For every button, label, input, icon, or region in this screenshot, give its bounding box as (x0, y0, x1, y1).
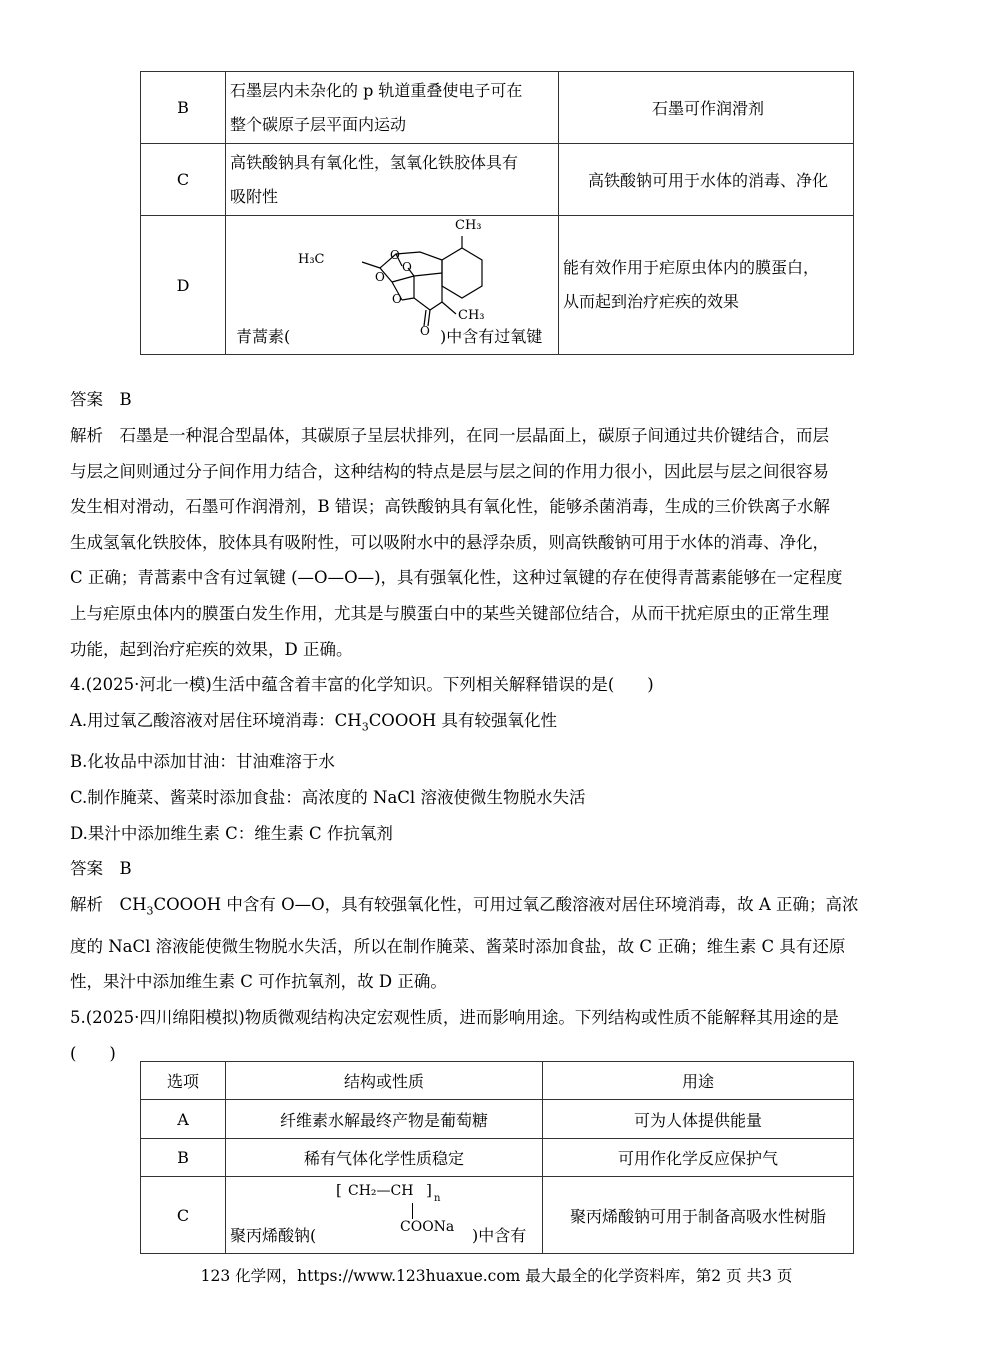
answer-1 (70, 382, 922, 418)
option-b: B.化妆品中添加甘油：甘油难溶于水 (70, 752, 335, 772)
text-line: 生成氢氧化铁胶体，胶体具有吸附性，可以吸附水中的悬浮杂质，则高铁酸钠可用于水体的消毒、净化， (70, 532, 829, 552)
use-cell: 石墨可作润滑剂 (559, 72, 854, 144)
structure-prefix: 聚丙烯酸钠( (230, 1226, 317, 1245)
polymer-repeat-unit: CH₂—CH (348, 1183, 414, 1199)
question-stem: ( ) (70, 1043, 116, 1063)
text-line: 高铁酸钠具有氧化性，氢氧化铁胶体具有 (230, 152, 519, 172)
answer-text: 答案 B (70, 859, 132, 879)
options-table-2 (140, 1061, 854, 1254)
option-cell: A (141, 1100, 226, 1139)
text-line: 从而起到治疗疟疾的效果 (563, 292, 740, 311)
text-fragment: 解析 CH (70, 894, 147, 914)
text-line: 能有效作用于疟原虫体内的膜蛋白， (563, 258, 820, 277)
table-row (141, 216, 854, 355)
text-line: 度的 NaCl 溶液能使微生物脱水失活，所以在制作腌菜、酱菜时添加食盐，故 C 正确；维生素 C 具有还原 (70, 936, 846, 956)
molecule-label: H₃C (298, 252, 325, 267)
text-fragment: COOOH 具有较强氧化性 (368, 710, 558, 730)
table-row (141, 144, 854, 216)
use-cell (559, 216, 854, 355)
polymer-bond (412, 1203, 413, 1219)
polymer-side-group: COONa (400, 1219, 455, 1235)
structure-suffix: )中含有过氧键 (440, 327, 543, 346)
option-a (70, 703, 922, 745)
use-cell: 可用作化学反应保护气 (543, 1139, 854, 1177)
text-line: 解析 石墨是一种混合型晶体，其碳原子呈层状排列，在同一层晶面上，碳原子间通过共价键结合，而层 (70, 426, 829, 445)
header-option: 选项 (141, 1062, 226, 1100)
answer-text: 答案 B (70, 390, 132, 409)
question-4 (70, 667, 922, 1071)
structure-cell (226, 144, 559, 216)
molecule-label: O (402, 260, 412, 274)
text-fragment: COOOH 中含有 O—O，具有较强氧化性，可用过氧乙酸溶液对居住环境消毒，故 A 正确；高浓 (153, 894, 859, 914)
molecule-label: O (420, 324, 430, 338)
structure-cell (226, 1177, 543, 1254)
text-line: 整个碳原子层平面内运动 (230, 114, 407, 134)
polymer-n: n (434, 1193, 441, 1204)
option-cell: D (141, 216, 226, 355)
use-cell: 高铁酸钠可用于水体的消毒、净化 (559, 144, 854, 216)
option-cell: C (141, 1177, 226, 1254)
structure-cell (226, 72, 559, 144)
options-table-1 (140, 71, 854, 355)
structure-cell (226, 216, 559, 355)
structure-cell: 纤维素水解最终产物是葡萄糖 (226, 1100, 543, 1139)
header-use: 用途 (543, 1062, 854, 1100)
molecule-label: CH₃ (458, 308, 485, 323)
option-cell: B (141, 1139, 226, 1177)
text-line: 石墨层内未杂化的 p 轨道重叠使电子可在 (230, 80, 523, 100)
structure-suffix: )中含有 (472, 1226, 527, 1245)
polymer-bracket-left: [ (336, 1181, 342, 1199)
text-fragment: A.用过氧乙酸溶液对居住环境消毒：CH (70, 710, 362, 730)
text-line: 功能，起到治疗疟疾的效果，D 正确。 (70, 639, 353, 659)
molecule-label: CH₃ (455, 218, 482, 233)
text-line: 性，果汁中添加维生素 C 可作抗氧剂，故 D 正确。 (70, 972, 447, 992)
question-stem: 5.(2025·四川绵阳模拟)物质微观结构决定宏观性质，进而影响用途。下列结构或性质不能解释其用途的是 (70, 1007, 839, 1027)
option-c: C.制作腌菜、酱菜时添加食盐：高浓度的 NaCl 溶液使微生物脱水失活 (70, 788, 586, 808)
header-structure: 结构或性质 (226, 1062, 543, 1100)
molecule-label: O (390, 248, 400, 262)
page-footer: 123 化学网，https://www.123huaxue.com 最大最全的化学资料库，第2 页 共3 页 (200, 1267, 793, 1285)
table-row (141, 1139, 854, 1177)
structure-prefix: 青蒿素( (236, 327, 291, 346)
option-d: D.果汁中添加维生素 C：维生素 C 作抗氧剂 (70, 823, 393, 843)
question-stem: 4.(2025·河北一模)生活中蕴含着丰富的化学知识。下列相关解释错误的是( ) (70, 675, 654, 694)
text-line: 发生相对滑动，石墨可作润滑剂，B 错误；高铁酸钠具有氧化性，能够杀菌消毒，生成的三价铁离子水解 (70, 497, 830, 517)
text-line: 上与疟原虫体内的膜蛋白发生作用，尤其是与膜蛋白中的某些关键部位结合，从而干扰疟原虫的正常生理 (70, 603, 829, 623)
analysis-1 (70, 418, 922, 667)
structure-cell: 稀有气体化学性质稳定 (226, 1139, 543, 1177)
polymer-bracket-right: ] (426, 1181, 432, 1199)
text-line: C 正确；青蒿素中含有过氧键 (—O—O—)，具有强氧化性，这种过氧键的存在使得青蒿素能够在一定程度 (70, 568, 843, 588)
use-cell: 可为人体提供能量 (543, 1100, 854, 1139)
text-line: 吸附性 (230, 186, 279, 206)
subscript: 3 (361, 719, 369, 733)
use-cell: 聚丙烯酸钠可用于制备高吸水性树脂 (543, 1177, 854, 1254)
subscript: 3 (146, 904, 154, 918)
table-row (141, 1177, 854, 1254)
option-cell: B (141, 72, 226, 144)
table-header-row (141, 1062, 854, 1100)
table-row (141, 1100, 854, 1139)
molecule-label: O (392, 292, 402, 306)
text-line: 与层之间则通过分子间作用力结合，这种结构的特点是层与层之间的作用力很小，因此层与层之间很容易 (70, 461, 829, 481)
table-row (141, 72, 854, 144)
molecule-label: O (375, 270, 385, 284)
analysis-2-line (70, 887, 922, 929)
option-cell: C (141, 144, 226, 216)
